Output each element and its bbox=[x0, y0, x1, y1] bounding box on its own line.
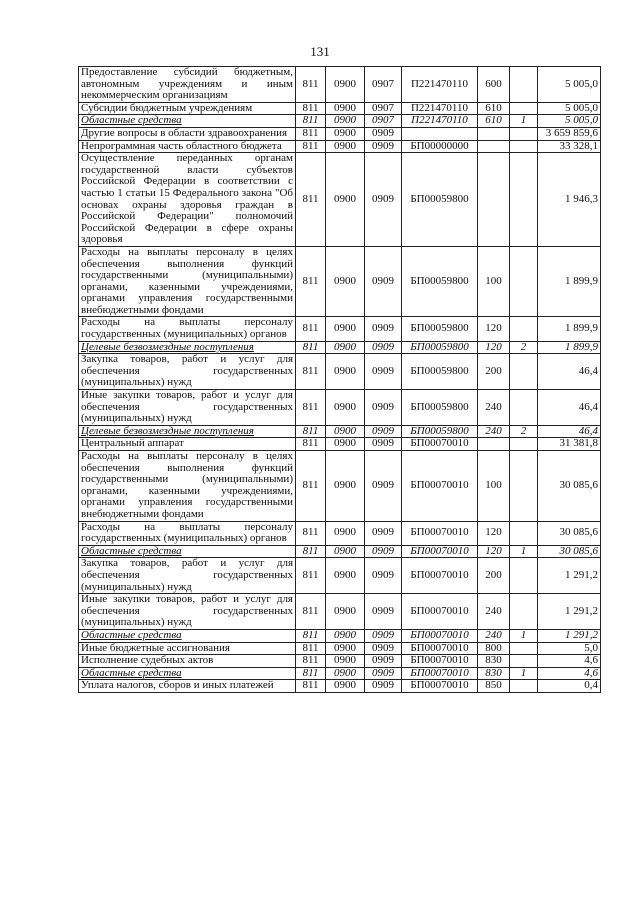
row-name: Целевые безвозмездные поступления bbox=[79, 425, 296, 438]
subsection-code: 0909 bbox=[365, 390, 402, 426]
table-row bbox=[79, 558, 601, 594]
table-row bbox=[79, 545, 601, 558]
subsection-code: 0909 bbox=[365, 127, 402, 140]
grbs-code: 811 bbox=[296, 354, 326, 390]
target-article-code: БП00070010 bbox=[402, 642, 478, 655]
amount: 0,4 bbox=[538, 680, 601, 693]
target-article-code: БП00070010 bbox=[402, 558, 478, 594]
target-article-code: БП00059800 bbox=[402, 341, 478, 354]
table-row bbox=[79, 594, 601, 630]
expense-type-code: 610 bbox=[478, 115, 510, 128]
section-code: 0900 bbox=[326, 115, 365, 128]
target-article-code: БП00070010 bbox=[402, 545, 478, 558]
table-row bbox=[79, 655, 601, 668]
table-row bbox=[79, 629, 601, 642]
funding-source-code: 1 bbox=[510, 667, 538, 680]
expense-type-code: 200 bbox=[478, 558, 510, 594]
row-name: Расходы на выплаты персоналу государственных (муниципальных) органов bbox=[79, 317, 296, 341]
funding-source-code bbox=[510, 102, 538, 115]
target-article-code: БП00070010 bbox=[402, 629, 478, 642]
subsection-code: 0909 bbox=[365, 153, 402, 247]
funding-source-code bbox=[510, 558, 538, 594]
amount: 5 005,0 bbox=[538, 102, 601, 115]
expense-type-code: 120 bbox=[478, 545, 510, 558]
funding-source-code bbox=[510, 127, 538, 140]
subsection-code: 0909 bbox=[365, 246, 402, 317]
expense-type-code: 200 bbox=[478, 354, 510, 390]
target-article-code: БП00059800 bbox=[402, 246, 478, 317]
target-article-code: БП00070010 bbox=[402, 521, 478, 545]
section-code: 0900 bbox=[326, 594, 365, 630]
grbs-code: 811 bbox=[296, 667, 326, 680]
amount: 46,4 bbox=[538, 390, 601, 426]
section-code: 0900 bbox=[326, 246, 365, 317]
target-article-code: БП00059800 bbox=[402, 153, 478, 247]
section-code: 0900 bbox=[326, 438, 365, 451]
table-row bbox=[79, 680, 601, 693]
funding-source-code bbox=[510, 354, 538, 390]
subsection-code: 0909 bbox=[365, 545, 402, 558]
section-code: 0900 bbox=[326, 642, 365, 655]
subsection-code: 0909 bbox=[365, 629, 402, 642]
section-code: 0900 bbox=[326, 140, 365, 153]
expense-type-code: 610 bbox=[478, 102, 510, 115]
amount: 1 291,2 bbox=[538, 629, 601, 642]
target-article-code: БП00070010 bbox=[402, 655, 478, 668]
amount: 3 659 859,6 bbox=[538, 127, 601, 140]
grbs-code: 811 bbox=[296, 341, 326, 354]
subsection-code: 0907 bbox=[365, 67, 402, 103]
table-row bbox=[79, 115, 601, 128]
amount: 31 381,8 bbox=[538, 438, 601, 451]
expense-type-code: 240 bbox=[478, 390, 510, 426]
amount: 1 946,3 bbox=[538, 153, 601, 247]
row-name: Областные средства bbox=[79, 545, 296, 558]
target-article-code: БП00070010 bbox=[402, 451, 478, 522]
grbs-code: 811 bbox=[296, 127, 326, 140]
row-name: Расходы на выплаты персоналу в целях обеспечения выполнения функций государственными (муниципальными) органами, казенными учреждениями, органами управления государственными внебюджетными фондами bbox=[79, 451, 296, 522]
grbs-code: 811 bbox=[296, 317, 326, 341]
row-name: Расходы на выплаты персоналу в целях обеспечения выполнения функций государственными (муниципальными) органами, казенными учреждениями, органами управления государственными внебюджетными фондами bbox=[79, 246, 296, 317]
subsection-code: 0909 bbox=[365, 594, 402, 630]
funding-source-code bbox=[510, 140, 538, 153]
section-code: 0900 bbox=[326, 354, 365, 390]
funding-source-code bbox=[510, 594, 538, 630]
grbs-code: 811 bbox=[296, 629, 326, 642]
subsection-code: 0909 bbox=[365, 438, 402, 451]
funding-source-code bbox=[510, 153, 538, 247]
subsection-code: 0909 bbox=[365, 341, 402, 354]
row-name: Иные закупки товаров, работ и услуг для обеспечения государственных (муниципальных) нужд bbox=[79, 594, 296, 630]
page-number: 131 bbox=[310, 44, 330, 59]
amount: 1 291,2 bbox=[538, 594, 601, 630]
target-article-code: П221470110 bbox=[402, 115, 478, 128]
expense-type-code: 830 bbox=[478, 667, 510, 680]
table-row bbox=[79, 354, 601, 390]
expense-type-code: 120 bbox=[478, 521, 510, 545]
section-code: 0900 bbox=[326, 127, 365, 140]
funding-source-code bbox=[510, 655, 538, 668]
amount: 46,4 bbox=[538, 354, 601, 390]
grbs-code: 811 bbox=[296, 115, 326, 128]
section-code: 0900 bbox=[326, 317, 365, 341]
expense-type-code: 850 bbox=[478, 680, 510, 693]
table-row bbox=[79, 341, 601, 354]
table-row bbox=[79, 451, 601, 522]
target-article-code: БП00059800 bbox=[402, 425, 478, 438]
funding-source-code: 1 bbox=[510, 115, 538, 128]
amount: 46,4 bbox=[538, 425, 601, 438]
target-article-code: П221470110 bbox=[402, 102, 478, 115]
amount: 5,0 bbox=[538, 642, 601, 655]
amount: 1 899,9 bbox=[538, 246, 601, 317]
table-row bbox=[79, 667, 601, 680]
funding-source-code bbox=[510, 451, 538, 522]
target-article-code: БП00070010 bbox=[402, 438, 478, 451]
row-name: Областные средства bbox=[79, 667, 296, 680]
grbs-code: 811 bbox=[296, 451, 326, 522]
grbs-code: 811 bbox=[296, 438, 326, 451]
row-name: Иные бюджетные ассигнования bbox=[79, 642, 296, 655]
expense-type-code: 100 bbox=[478, 451, 510, 522]
grbs-code: 811 bbox=[296, 67, 326, 103]
expense-type-code bbox=[478, 140, 510, 153]
funding-source-code: 2 bbox=[510, 341, 538, 354]
section-code: 0900 bbox=[326, 521, 365, 545]
subsection-code: 0909 bbox=[365, 140, 402, 153]
target-article-code: БП00059800 bbox=[402, 390, 478, 426]
section-code: 0900 bbox=[326, 629, 365, 642]
expense-type-code: 600 bbox=[478, 67, 510, 103]
table-row bbox=[79, 425, 601, 438]
grbs-code: 811 bbox=[296, 642, 326, 655]
amount: 30 085,6 bbox=[538, 545, 601, 558]
expense-type-code: 240 bbox=[478, 425, 510, 438]
expense-type-code bbox=[478, 438, 510, 451]
table-row bbox=[79, 127, 601, 140]
funding-source-code bbox=[510, 680, 538, 693]
funding-source-code bbox=[510, 521, 538, 545]
section-code: 0900 bbox=[326, 655, 365, 668]
funding-source-code bbox=[510, 317, 538, 341]
subsection-code: 0909 bbox=[365, 425, 402, 438]
section-code: 0900 bbox=[326, 102, 365, 115]
subsection-code: 0909 bbox=[365, 317, 402, 341]
grbs-code: 811 bbox=[296, 140, 326, 153]
table-row bbox=[79, 153, 601, 247]
expense-type-code: 240 bbox=[478, 629, 510, 642]
row-name: Уплата налогов, сборов и иных платежей bbox=[79, 680, 296, 693]
row-name: Центральный аппарат bbox=[79, 438, 296, 451]
subsection-code: 0909 bbox=[365, 655, 402, 668]
section-code: 0900 bbox=[326, 390, 365, 426]
grbs-code: 811 bbox=[296, 680, 326, 693]
amount: 1 899,9 bbox=[538, 317, 601, 341]
section-code: 0900 bbox=[326, 341, 365, 354]
grbs-code: 811 bbox=[296, 390, 326, 426]
row-name: Областные средства bbox=[79, 629, 296, 642]
row-name: Другие вопросы в области здравоохранения bbox=[79, 127, 296, 140]
amount: 5 005,0 bbox=[538, 67, 601, 103]
row-name: Субсидии бюджетным учреждениям bbox=[79, 102, 296, 115]
funding-source-code bbox=[510, 390, 538, 426]
expense-type-code bbox=[478, 127, 510, 140]
section-code: 0900 bbox=[326, 153, 365, 247]
grbs-code: 811 bbox=[296, 246, 326, 317]
target-article-code: БП00059800 bbox=[402, 354, 478, 390]
funding-source-code bbox=[510, 438, 538, 451]
grbs-code: 811 bbox=[296, 594, 326, 630]
grbs-code: 811 bbox=[296, 558, 326, 594]
expense-type-code: 120 bbox=[478, 341, 510, 354]
subsection-code: 0907 bbox=[365, 115, 402, 128]
amount: 30 085,6 bbox=[538, 451, 601, 522]
grbs-code: 811 bbox=[296, 545, 326, 558]
expense-type-code: 830 bbox=[478, 655, 510, 668]
target-article-code: БП00070010 bbox=[402, 667, 478, 680]
expense-type-code: 120 bbox=[478, 317, 510, 341]
grbs-code: 811 bbox=[296, 521, 326, 545]
row-name: Предоставление субсидий бюджетным, автономным учреждениям и иным некоммерческим организациям bbox=[79, 67, 296, 103]
section-code: 0900 bbox=[326, 680, 365, 693]
row-name: Целевые безвозмездные поступления bbox=[79, 341, 296, 354]
target-article-code: БП00070010 bbox=[402, 594, 478, 630]
table-row bbox=[79, 246, 601, 317]
target-article-code: П221470110 bbox=[402, 67, 478, 103]
funding-source-code bbox=[510, 642, 538, 655]
funding-source-code bbox=[510, 246, 538, 317]
funding-source-code: 1 bbox=[510, 629, 538, 642]
grbs-code: 811 bbox=[296, 425, 326, 438]
section-code: 0900 bbox=[326, 545, 365, 558]
table-row bbox=[79, 642, 601, 655]
subsection-code: 0909 bbox=[365, 680, 402, 693]
grbs-code: 811 bbox=[296, 655, 326, 668]
subsection-code: 0909 bbox=[365, 451, 402, 522]
table-row bbox=[79, 102, 601, 115]
target-article-code: БП00070010 bbox=[402, 680, 478, 693]
section-code: 0900 bbox=[326, 667, 365, 680]
section-code: 0900 bbox=[326, 67, 365, 103]
table-row bbox=[79, 438, 601, 451]
table-row bbox=[79, 67, 601, 103]
funding-source-code: 2 bbox=[510, 425, 538, 438]
amount: 4,6 bbox=[538, 655, 601, 668]
amount: 33 328,1 bbox=[538, 140, 601, 153]
target-article-code: БП00059800 bbox=[402, 317, 478, 341]
subsection-code: 0909 bbox=[365, 642, 402, 655]
row-name: Осуществление переданных органам государственной власти субъектов Российской Федерации в соответствии с частью 1 статьи 15 Федерального закона "Об основах охраны здоровья граждан в Российской Федерации" полномочий Российской Федерации в сфере охраны здоровья bbox=[79, 153, 296, 247]
section-code: 0900 bbox=[326, 451, 365, 522]
expense-type-code: 240 bbox=[478, 594, 510, 630]
funding-source-code bbox=[510, 67, 538, 103]
subsection-code: 0909 bbox=[365, 521, 402, 545]
row-name: Непрограммная часть областного бюджета bbox=[79, 140, 296, 153]
expense-type-code: 100 bbox=[478, 246, 510, 317]
table-row bbox=[79, 390, 601, 426]
section-code: 0900 bbox=[326, 558, 365, 594]
subsection-code: 0909 bbox=[365, 558, 402, 594]
row-name: Расходы на выплаты персоналу государственных (муниципальных) органов bbox=[79, 521, 296, 545]
amount: 1 899,9 bbox=[538, 341, 601, 354]
table-row bbox=[79, 140, 601, 153]
table-row bbox=[79, 521, 601, 545]
expense-type-code bbox=[478, 153, 510, 247]
funding-source-code: 1 bbox=[510, 545, 538, 558]
target-article-code bbox=[402, 127, 478, 140]
target-article-code: БП00000000 bbox=[402, 140, 478, 153]
expense-type-code: 800 bbox=[478, 642, 510, 655]
row-name: Иные закупки товаров, работ и услуг для обеспечения государственных (муниципальных) нужд bbox=[79, 390, 296, 426]
grbs-code: 811 bbox=[296, 153, 326, 247]
amount: 30 085,6 bbox=[538, 521, 601, 545]
row-name: Исполнение судебных актов bbox=[79, 655, 296, 668]
table-row bbox=[79, 317, 601, 341]
subsection-code: 0907 bbox=[365, 102, 402, 115]
subsection-code: 0909 bbox=[365, 354, 402, 390]
row-name: Закупка товаров, работ и услуг для обеспечения государственных (муниципальных) нужд bbox=[79, 558, 296, 594]
amount: 5 005,0 bbox=[538, 115, 601, 128]
amount: 1 291,2 bbox=[538, 558, 601, 594]
row-name: Областные средства bbox=[79, 115, 296, 128]
section-code: 0900 bbox=[326, 425, 365, 438]
budget-table bbox=[78, 66, 601, 693]
amount: 4,6 bbox=[538, 667, 601, 680]
subsection-code: 0909 bbox=[365, 667, 402, 680]
row-name: Закупка товаров, работ и услуг для обеспечения государственных (муниципальных) нужд bbox=[79, 354, 296, 390]
grbs-code: 811 bbox=[296, 102, 326, 115]
